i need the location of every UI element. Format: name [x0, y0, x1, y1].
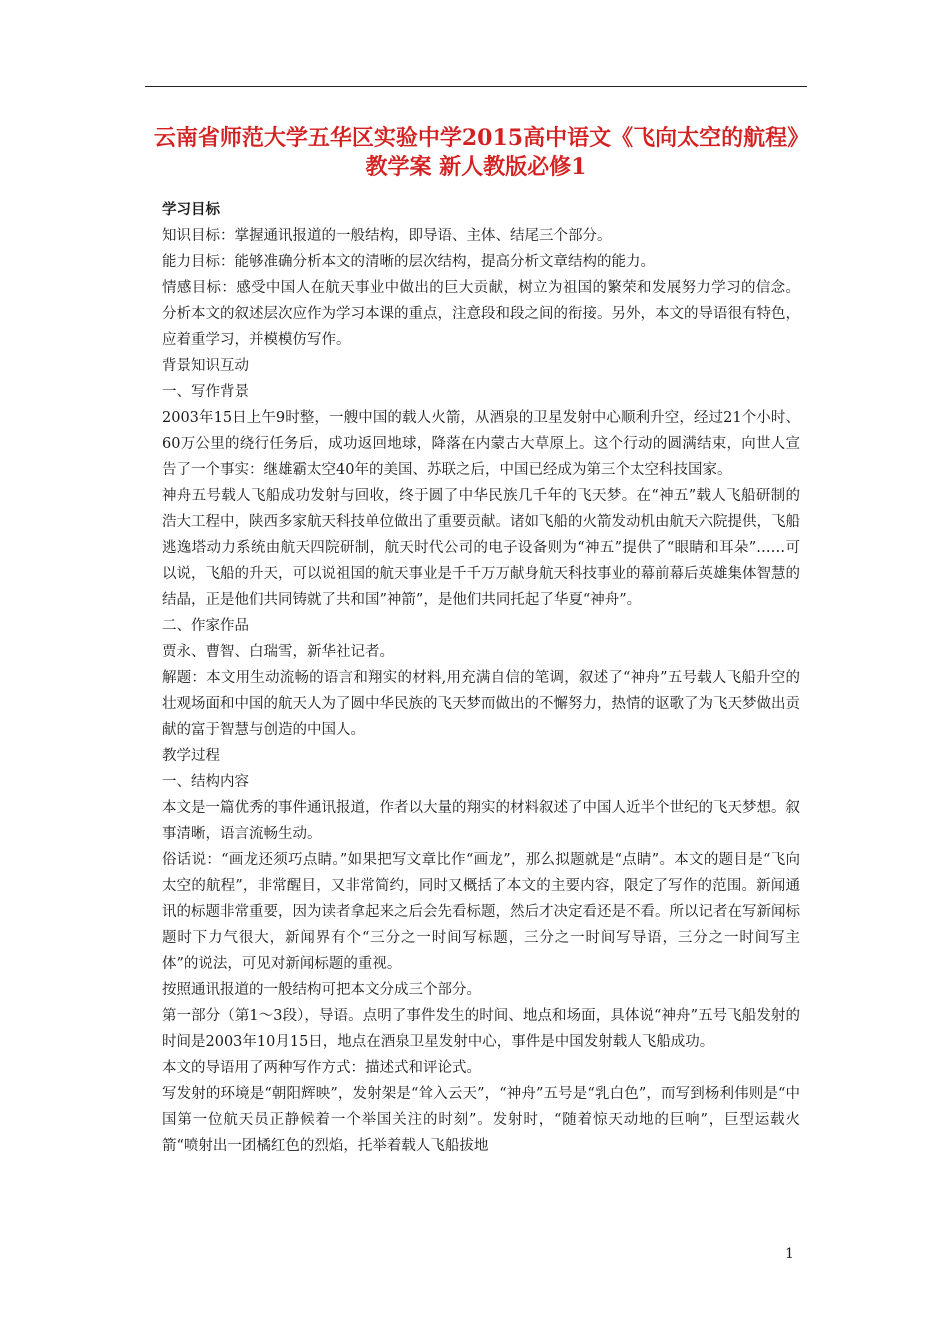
paragraph: 本文是一篇优秀的事件通讯报道，作者以大量的翔实的材料叙述了中国人近半个世纪的飞天梦想。叙事清晰，语言流畅生动。 — [162, 800, 800, 842]
paragraph: 情感目标：感受中国人在航天事业中做出的巨大贡献，树立为祖国的繁荣和发展努力学习的信念。 分析本文的叙述层次应作为学习本课的重点，注意段和段之间的衔接。另外，本文的导语很有特色，应着重学习，并模模仿写作。 — [162, 280, 800, 348]
paragraph: 一、结构内容 — [162, 774, 249, 790]
page-number: 1 — [785, 1246, 794, 1262]
paragraph: 本文的导语用了两种写作方式：描述式和评论式。 — [162, 1060, 481, 1076]
paragraph: 教学过程 — [162, 748, 220, 764]
paragraph: 贾永、曹智、白瑞雪，新华社记者。 — [162, 644, 394, 660]
document-body — [162, 197, 800, 1159]
paragraph: 二、作家作品 — [162, 618, 249, 634]
paragraph: 知识目标：掌握通讯报道的一般结构，即导语、主体、结尾三个部分。 — [162, 228, 612, 244]
document-title: 云南省师范大学五华区实验中学2015高中语文《飞向太空的航程》教学案 新人教版必修1 — [153, 125, 799, 180]
paragraph: 俗话说：“画龙还须巧点睛。”如果把写文章比作“画龙”，那么拟题就是“点睛”。本文的题目是“飞向太空的航程”，非常醒目，又非常简约，同时又概括了本文的主要内容，限定了写作的范围。新闻通讯的标题非常重要，因为读者拿起来之后会先看标题，然后才决定看还是不看。所以记者在写新闻标题时下力气很大，新闻界有个“三分之一时间写标题，三分之一时间写导语，三分之一时间写主体”的说法，可见对新闻标题的重视。 — [162, 852, 800, 972]
paragraph: 一、写作背景 — [162, 384, 249, 400]
section-heading: 学习目标 — [162, 201, 220, 218]
paragraph: 背景知识互动 — [162, 358, 249, 374]
paragraph: 写发射的环境是“朝阳辉映”，发射架是“耸入云天”，“神舟”五号是“乳白色”，而写到杨利伟则是“中国第一位航天员正静候着一个举国关注的时刻”。发射时，“随着惊天动地的巨响”，巨型运载火箭“喷射出一团橘红色的烈焰，托举着载人飞船拔地 — [162, 1086, 800, 1154]
paragraph: 2003年15日上午9时整，一艘中国的载人火箭，从酒泉的卫星发射中心顺利升空，经过21个小时、60万公里的绕行任务后，成功返回地球，降落在内蒙古大草原上。这个行动的圆满结束，向世人宣告了一个事实：继雄霸太空40年的美国、苏联之后，中国已经成为第三个太空科技国家。 — [162, 410, 800, 478]
paragraph: 第一部分（第1～3段），导语。点明了事件发生的时间、地点和场面，具体说“神舟”五号飞船发射的时间是2003年10月15日，地点在酒泉卫星发射中心，事件是中国发射载人飞船成功。 — [162, 1008, 800, 1050]
paragraph: 解题：本文用生动流畅的语言和翔实的材料,用充满自信的笔调，叙述了“神舟”五号载人飞船升空的壮观场面和中国的航天人为了圆中华民族的飞天梦而做出的不懈努力，热情的讴歌了为飞天梦做出贡献的富于智慧与创造的中国人。 — [162, 670, 800, 738]
paragraph: 神舟五号载人飞船成功发射与回收，终于圆了中华民族几千年的飞天梦。在“神五”载人飞船研制的浩大工程中，陕西多家航天科技单位做出了重要贡献。诸如飞船的火箭发动机由航天六院提供，飞船逃逸塔动力系统由航天四院研制，航天时代公司的电子设备则为“神五”提供了“眼睛和耳朵”……可以说，飞船的升天，可以说祖国的航天事业是千千万万献身航天科技事业的幕前幕后英雄集体智慧的结晶，正是他们共同铸就了共和国”神箭”，是他们共同托起了华夏“神舟”。 — [162, 488, 800, 608]
header-rule — [145, 86, 807, 87]
paragraph: 能力目标：能够准确分析本文的清晰的层次结构，提高分析文章结构的能力。 — [162, 254, 655, 270]
paragraph: 按照通讯报道的一般结构可把本文分成三个部分。 — [162, 982, 481, 998]
